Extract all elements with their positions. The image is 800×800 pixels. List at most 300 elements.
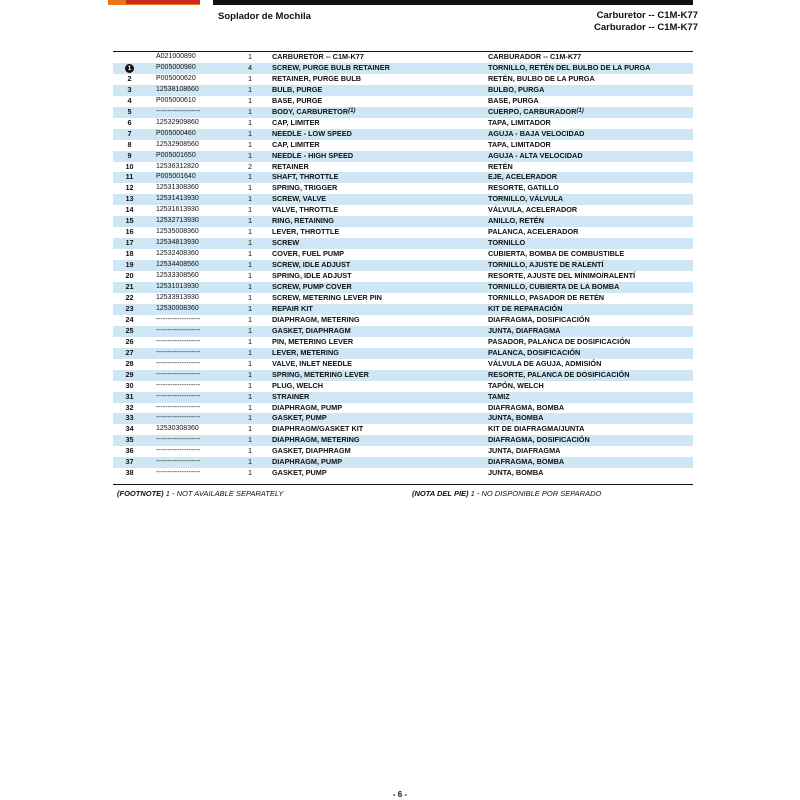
description-spanish-cell [488, 162, 693, 173]
part-number-cell: ------------------- [146, 370, 246, 381]
table-row [113, 96, 693, 107]
footnote-marker-es: (1) [576, 107, 584, 114]
description-spanish-cell [488, 205, 693, 216]
table-row [113, 468, 693, 479]
part-number-cell: 12530308360 [156, 425, 199, 433]
ref-number-cell: 12 [125, 183, 134, 193]
ref-number-cell: 20 [125, 271, 134, 281]
part-number-cell: 12535008360 [156, 228, 199, 236]
quantity-cell: 1 [248, 52, 253, 61]
part-number-cell: 12532408360 [156, 250, 199, 258]
page-subtitle: Soplador de Mochila [218, 11, 311, 22]
description-english-cell [272, 249, 488, 260]
ref-number-cell: 29 [113, 370, 146, 381]
footnote-label-es: (NOTA DEL PIE) [412, 489, 469, 498]
description-english-cell [272, 162, 488, 173]
description-english: BASE, PURGE [272, 95, 323, 105]
quantity-cell: 1 [246, 370, 272, 381]
ref-number-cell: 24 [125, 314, 134, 324]
description-english: DIAPHRAGM, PUMP [272, 402, 343, 412]
quantity-cell: 1 [246, 151, 272, 162]
description-english-cell [272, 424, 488, 435]
quantity-cell: 1 [248, 314, 253, 324]
description-english-cell [272, 63, 488, 74]
description-spanish-cell [488, 282, 693, 293]
description-spanish-cell [488, 96, 693, 107]
description-english: SPRING, TRIGGER [272, 183, 338, 193]
table-row [113, 446, 693, 457]
ref-number-cell: 7 [113, 129, 146, 140]
part-number-cell: 12531413930 [146, 194, 246, 205]
ref-number-cell: 9 [113, 151, 146, 162]
part-number-cell: 12531308360 [156, 184, 199, 192]
quantity-cell: 1 [248, 271, 253, 281]
description-spanish: CUERPO, CARBURADOR [488, 106, 577, 116]
description-spanish: DIAFRAGMA, DOSIFICACIÓN [488, 435, 590, 445]
description-english: SCREW, PUMP COVER [272, 282, 352, 292]
description-english: NEEDLE - LOW SPEED [272, 128, 352, 138]
description-spanish-cell [488, 63, 693, 74]
description-spanish-cell [488, 424, 693, 435]
description-spanish: TAPA, LIMITADOR [488, 139, 551, 149]
description-spanish: TAPA, LIMITADOR [488, 117, 551, 127]
description-spanish-cell [488, 238, 693, 249]
quantity-cell: 1 [246, 194, 272, 205]
table-row [113, 249, 693, 260]
description-english: CAP, LIMITER [272, 117, 320, 127]
quantity-cell: 1 [246, 392, 272, 403]
quantity-cell: 1 [248, 183, 253, 193]
description-english-cell [272, 52, 488, 63]
description-english-cell [272, 315, 488, 326]
table-row [113, 140, 693, 151]
description-spanish: DIAFRAGMA, BOMBA [488, 402, 565, 412]
quantity-cell: 1 [248, 380, 253, 390]
part-number-cell: ------------------- [156, 315, 201, 323]
description-english: PLUG, WELCH [272, 380, 324, 390]
quantity-cell: 1 [246, 107, 272, 118]
description-english-cell [272, 260, 488, 271]
description-spanish-cell [488, 260, 693, 271]
description-english: RETAINER [272, 161, 309, 171]
table-row [113, 413, 693, 424]
header-bar [213, 0, 693, 5]
description-spanish: TORNILLO, VÁLVULA [488, 194, 564, 204]
footnote-text: 1 - NOT AVAILABLE SEPARATELY [165, 489, 284, 498]
description-spanish: KIT DE REPARACIÓN [488, 303, 563, 313]
description-english: SCREW, VALVE [272, 194, 327, 204]
ref-number-cell: 2 [127, 73, 132, 83]
description-english-cell [272, 293, 488, 304]
part-number-cell: P005001650 [146, 151, 246, 162]
part-number-cell: 12532908560 [156, 140, 199, 148]
table-row [113, 74, 693, 85]
part-number-cell: ------------------- [156, 403, 201, 411]
description-english: GASKET, DIAPHRAGM [272, 325, 351, 335]
parts-table [113, 52, 693, 479]
part-number-cell: ------------------- [156, 469, 201, 477]
ref-number-cell: 28 [125, 358, 134, 368]
quantity-cell: 1 [248, 468, 253, 478]
description-spanish-cell [488, 118, 693, 129]
footnote-label: (FOOTNOTE) [117, 489, 164, 498]
description-spanish: AGUJA - ALTA VELOCIDAD [488, 150, 583, 160]
ref-number-cell: 36 [125, 446, 134, 456]
part-number-cell: 12532713930 [146, 216, 246, 227]
description-spanish: BULBO, PURGA [488, 84, 545, 94]
brand-logo-fragment [108, 0, 200, 5]
description-english: CARBURETOR -- C1M-K77 [272, 52, 364, 61]
part-number-cell: P005001640 [146, 172, 246, 183]
quantity-cell: 1 [248, 402, 253, 412]
quantity-cell: 1 [248, 292, 253, 302]
table-row [113, 337, 693, 348]
part-number-cell: A021000890 [156, 53, 196, 60]
description-spanish: AGUJA - BAJA VELOCIDAD [488, 128, 585, 138]
description-spanish-cell [488, 271, 693, 282]
description-spanish: DIAFRAGMA, DOSIFICACIÓN [488, 314, 590, 324]
logo-strip [126, 0, 200, 4]
description-spanish: KIT DE DIAFRAGMA/JUNTA [488, 424, 585, 434]
description-english-cell [272, 172, 488, 183]
ref-number-cell: 13 [113, 194, 146, 205]
table-row [113, 304, 693, 315]
quantity-cell: 1 [248, 73, 253, 83]
description-spanish-cell [488, 381, 693, 392]
ref-number-cell: 37 [113, 457, 146, 468]
description-english-cell [272, 370, 488, 381]
description-english: DIAPHRAGM, PUMP [272, 457, 343, 467]
part-number-cell: 12534408560 [146, 260, 246, 271]
ref-number-cell: 32 [125, 402, 134, 412]
ref-number-cell: 4 [127, 95, 132, 105]
description-spanish: TORNILLO, RETÉN DEL BULBO DE LA PURGA [488, 62, 651, 72]
description-english-cell [272, 129, 488, 140]
table-row [113, 326, 693, 337]
description-english-cell [272, 435, 488, 446]
part-number-cell: ------------------- [146, 435, 246, 446]
table-row [113, 457, 693, 468]
quantity-cell: 1 [248, 336, 253, 346]
description-english: SCREW, IDLE ADJUST [272, 260, 351, 270]
description-spanish-cell [488, 249, 693, 260]
description-spanish-cell [488, 304, 693, 315]
table-row [113, 359, 693, 370]
quantity-cell: 1 [246, 172, 272, 183]
footnote-marker: (1) [348, 107, 356, 114]
table-row [113, 183, 693, 194]
table-bottom-rule [113, 484, 693, 485]
table-row [113, 370, 693, 381]
part-number-cell: ------------------- [156, 381, 201, 389]
quantity-cell: 1 [248, 424, 253, 434]
footnote-english [117, 489, 283, 498]
description-english: GASKET, DIAPHRAGM [272, 446, 351, 456]
table-row [113, 381, 693, 392]
description-english-cell [272, 151, 488, 162]
description-spanish-cell [488, 216, 693, 227]
description-english: DIAPHRAGM, METERING [272, 314, 360, 324]
part-number-cell: ------------------- [156, 337, 201, 345]
ref-number-cell: 8 [127, 139, 132, 149]
quantity-cell: 1 [248, 249, 253, 259]
description-english-cell [272, 140, 488, 151]
table-row [113, 348, 693, 359]
description-english: RING, RETAINING [272, 216, 334, 226]
description-english-cell [272, 381, 488, 392]
table-row [113, 227, 693, 238]
description-spanish: TORNILLO, AJUSTE DE RALENTÍ [488, 260, 604, 270]
quantity-cell: 1 [246, 282, 272, 293]
part-number-cell: ------------------- [146, 326, 246, 337]
description-spanish-cell [488, 457, 693, 468]
description-spanish: JUNTA, DIAFRAGMA [488, 325, 561, 335]
description-english: VALVE, INLET NEEDLE [272, 358, 353, 368]
table-row [113, 162, 693, 173]
table-row [113, 238, 693, 249]
ref-number-cell: 17 [113, 238, 146, 249]
part-number-cell: 12533913930 [156, 293, 199, 301]
description-spanish-cell [488, 227, 693, 238]
part-number-cell: 12536312820 [156, 162, 199, 170]
description-english: GASKET, PUMP [272, 468, 327, 478]
description-english: LEVER, THROTTLE [272, 227, 340, 237]
description-english-cell [272, 413, 488, 424]
description-english: LEVER, METERING [272, 347, 339, 357]
description-spanish-cell [488, 337, 693, 348]
table-row [113, 118, 693, 129]
description-spanish-cell [488, 359, 693, 370]
description-english-cell [272, 227, 488, 238]
description-spanish-cell [488, 370, 693, 381]
description-english-cell [272, 216, 488, 227]
part-number-cell: 12531013930 [146, 282, 246, 293]
description-english-cell [272, 337, 488, 348]
ref-number-cell: 10 [125, 161, 134, 171]
quantity-cell: 1 [246, 85, 272, 96]
table-row [113, 129, 693, 140]
quantity-cell: 2 [248, 161, 253, 171]
part-number-cell: ------------------- [146, 457, 246, 468]
part-number-cell: 12533308560 [156, 272, 199, 280]
description-spanish-cell [488, 392, 693, 403]
description-english-cell [272, 468, 488, 479]
description-english: GASKET, PUMP [272, 413, 327, 423]
table-row [113, 107, 693, 118]
description-spanish: ANILLO, RETÉN [488, 216, 544, 226]
description-english: SCREW [272, 238, 300, 248]
description-english-cell [272, 282, 488, 293]
ref-number-cell: 38 [125, 468, 134, 478]
description-spanish: JUNTA, DIAFRAGMA [488, 446, 561, 456]
quantity-cell: 1 [246, 304, 272, 315]
description-spanish: TAMIZ [488, 391, 510, 401]
description-english: SCREW, METERING LEVER PIN [272, 292, 382, 302]
table-row [113, 172, 693, 183]
description-english: COVER, FUEL PUMP [272, 249, 345, 259]
ref-number-cell: 14 [125, 205, 134, 215]
description-english-cell [272, 85, 488, 96]
description-english: CAP, LIMITER [272, 139, 320, 149]
part-number-cell: ------------------- [146, 392, 246, 403]
part-number-cell: 12534813930 [146, 238, 246, 249]
description-spanish-cell [488, 194, 693, 205]
table-row [113, 282, 693, 293]
table-row [113, 271, 693, 282]
ref-number-cell: 27 [113, 348, 146, 359]
table-row [113, 392, 693, 403]
ref-number-cell: 34 [125, 424, 134, 434]
description-spanish: RESORTE, AJUSTE DEL MÍNIMO/RALENTÍ [488, 271, 636, 281]
description-spanish: EJE, ACELERADOR [488, 172, 558, 182]
description-spanish-cell [488, 172, 693, 183]
part-number-cell: ------------------- [156, 447, 201, 455]
description-english: SHAFT, THROTTLE [272, 172, 339, 182]
ref-number-cell: 6 [127, 117, 132, 127]
description-spanish-cell [488, 52, 693, 63]
footnote-text-es: 1 - NO DISPONIBLE POR SEPARADO [470, 489, 602, 498]
description-english: BULB, PURGE [272, 84, 323, 94]
description-spanish-cell [488, 74, 693, 85]
quantity-cell: 1 [246, 326, 272, 337]
description-spanish: DIAFRAGMA, BOMBA [488, 457, 565, 467]
quantity-cell: 1 [248, 139, 253, 149]
description-english-cell [272, 74, 488, 85]
description-spanish: TORNILLO, CUBIERTA DE LA BOMBA [488, 282, 620, 292]
description-english: RETAINER, PURGE BULB [272, 73, 362, 83]
part-number-cell: P005000620 [156, 74, 196, 82]
description-spanish: RETÉN [488, 161, 513, 171]
title-spanish: Carburador -- C1M-K77 [594, 22, 698, 33]
description-spanish: TORNILLO, PASADOR DE RETÉN [488, 292, 605, 302]
quantity-cell: 1 [246, 435, 272, 446]
description-english-cell [272, 359, 488, 370]
quantity-cell: 1 [246, 457, 272, 468]
description-spanish: CARBURADOR -- C1M-K77 [488, 52, 582, 61]
part-number-cell: 12531613930 [156, 206, 199, 214]
description-spanish-cell [488, 151, 693, 162]
ref-number-cell: 35 [113, 435, 146, 446]
description-spanish-cell [488, 140, 693, 151]
description-english-cell [272, 446, 488, 457]
description-english: SPRING, IDLE ADJUST [272, 271, 352, 281]
quantity-cell: 1 [248, 95, 253, 105]
ref-number-cell: 11 [113, 172, 146, 183]
description-english-cell [272, 457, 488, 468]
description-english: DIAPHRAGM, METERING [272, 435, 360, 445]
ref-number-bullet: 1 [125, 64, 134, 73]
description-spanish: PALANCA, DOSIFICACIÓN [488, 347, 581, 357]
table-row [113, 205, 693, 216]
table-row [113, 194, 693, 205]
description-english: PIN, METERING LEVER [272, 336, 354, 346]
description-english: SCREW, PURGE BULB RETAINER [272, 62, 390, 72]
quantity-cell: 1 [246, 413, 272, 424]
description-spanish: RESORTE, PALANCA DE DOSIFICACIÓN [488, 369, 630, 379]
table-row [113, 424, 693, 435]
title-english: Carburetor -- C1M-K77 [596, 10, 698, 21]
quantity-cell: 1 [246, 348, 272, 359]
quantity-cell: 1 [246, 129, 272, 140]
ref-number-cell: 3 [113, 85, 146, 96]
ref-number-cell: 26 [125, 336, 134, 346]
description-spanish: CUBIERTA, BOMBA DE COMBUSTIBLE [488, 249, 625, 259]
description-spanish: TORNILLO [488, 238, 526, 248]
part-number-cell: P005000980 [146, 63, 246, 74]
ref-number-cell [113, 52, 146, 63]
table-row [113, 403, 693, 414]
description-spanish-cell [488, 315, 693, 326]
footnote-spanish [412, 489, 601, 498]
quantity-cell: 1 [248, 358, 253, 368]
quantity-cell: 1 [248, 117, 253, 127]
table-row [113, 85, 693, 96]
quantity-cell: 1 [248, 205, 253, 215]
part-number-cell: 12538108660 [146, 85, 246, 96]
description-english: DIAPHRAGM/GASKET KIT [272, 424, 364, 434]
table-row [113, 63, 693, 74]
description-english: VALVE, THROTTLE [272, 205, 339, 215]
description-english: STRAINER [272, 391, 310, 401]
description-english-cell [272, 118, 488, 129]
part-number-cell: 12532909860 [156, 118, 199, 126]
table-row [113, 435, 693, 446]
description-english-cell [272, 107, 488, 118]
description-spanish: JUNTA, BOMBA [488, 413, 544, 423]
description-english-cell [272, 238, 488, 249]
description-spanish: TAPÓN, WELCH [488, 380, 544, 390]
ref-number-cell [113, 63, 146, 74]
description-english-cell [272, 403, 488, 414]
description-spanish-cell [488, 348, 693, 359]
description-spanish: RETÉN, BULBO DE LA PURGA [488, 73, 595, 83]
description-spanish: BASE, PURGA [488, 95, 539, 105]
description-spanish-cell [488, 468, 693, 479]
page-number: - 6 - [392, 790, 408, 799]
description-spanish: VÁLVULA DE AGUJA, ADMISIÓN [488, 358, 602, 368]
table-row [113, 315, 693, 326]
table-row [113, 151, 693, 162]
ref-number-cell: 23 [113, 304, 146, 315]
page-title [594, 10, 698, 34]
part-number-cell: ------------------- [146, 107, 246, 118]
table-row [113, 293, 693, 304]
description-spanish-cell [488, 183, 693, 194]
description-spanish: RESORTE, GATILLO [488, 183, 559, 193]
description-english-cell [272, 271, 488, 282]
ref-number-cell: 15 [113, 216, 146, 227]
part-number-cell: ------------------- [146, 348, 246, 359]
ref-number-cell: 21 [113, 282, 146, 293]
description-spanish: JUNTA, BOMBA [488, 468, 544, 478]
ref-number-cell: 31 [113, 392, 146, 403]
description-spanish: PASADOR, PALANCA DE DOSIFICACIÓN [488, 336, 631, 346]
part-number-cell: P005000460 [146, 129, 246, 140]
description-english: BODY, CARBURETOR [272, 106, 349, 116]
ref-number-cell: 19 [113, 260, 146, 271]
parts-table-body [113, 52, 693, 479]
description-english-cell [272, 392, 488, 403]
ref-number-cell: 5 [113, 107, 146, 118]
description-english-cell [272, 205, 488, 216]
description-spanish-cell [488, 326, 693, 337]
quantity-cell: 1 [246, 216, 272, 227]
description-spanish: VÁLVULA, ACELERADOR [488, 205, 578, 215]
ref-number-cell: 22 [125, 292, 134, 302]
table-row [113, 260, 693, 271]
description-english-cell [272, 96, 488, 107]
part-number-cell: P005000610 [156, 96, 196, 104]
